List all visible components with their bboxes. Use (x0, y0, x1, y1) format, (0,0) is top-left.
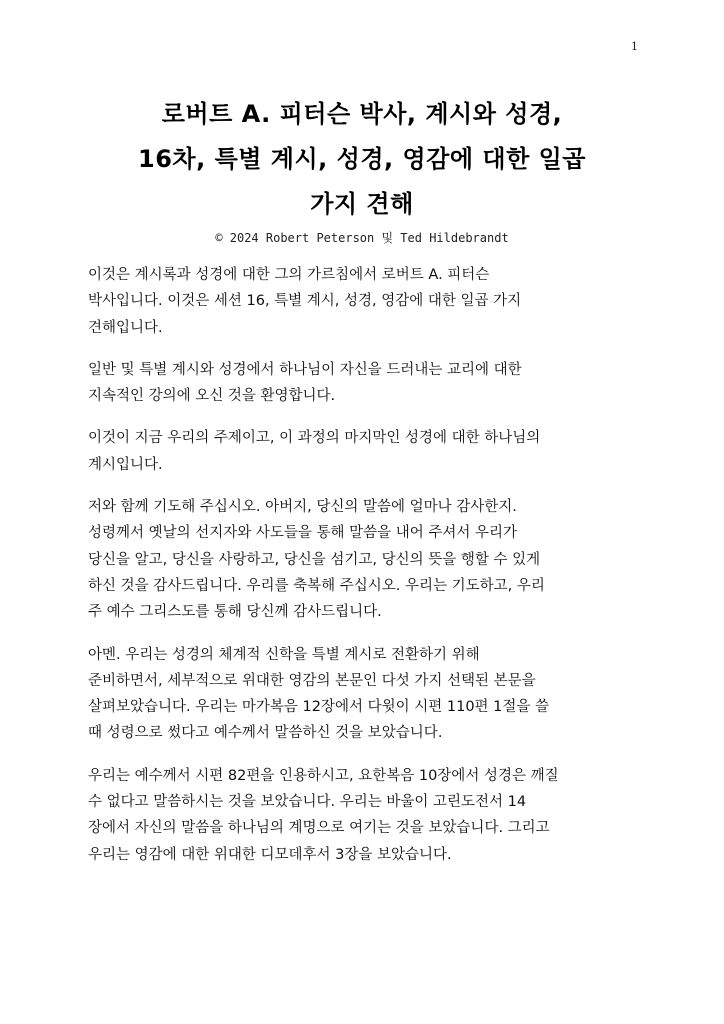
text-line: 하신 것을 감사드립니다. 우리를 축복해 주십시오. 우리는 기도하고, 우리 (88, 577, 545, 594)
page-number: 1 (631, 40, 638, 53)
text-line: 준비하면서, 세부적으로 위대한 영감의 본문인 다섯 가지 선택된 본문을 (88, 672, 536, 689)
paragraph-intro (88, 262, 648, 341)
title-line: 로버트 A. 피터슨 박사, 계시와 성경, (161, 100, 563, 128)
text-line: 당신을 알고, 당신을 사랑하고, 당신을 섬기고, 당신의 뜻을 행할 수 있게 (88, 551, 541, 568)
text-line: 우리는 영감에 대한 위대한 디모데후서 3장을 보았습니다. (88, 846, 452, 863)
text-line: 이것이 지금 우리의 주제이고, 이 과정의 마지막인 성경에 대한 하나님의 (88, 430, 541, 447)
paragraph-prayer (88, 494, 648, 625)
copyright-notice: © 2024 Robert Peterson 및 Ted Hildebrandt (215, 231, 509, 245)
paragraph-welcome (88, 357, 648, 410)
text-line: 지속적인 강의에 오신 것을 환영합니다. (88, 388, 336, 405)
text-line: 계시입니다. (88, 456, 163, 473)
text-line: 아멘. 우리는 성경의 체계적 신학을 특별 계시로 전환하기 위해 (88, 646, 480, 663)
text-line: 일반 및 특별 계시와 성경에서 하나님이 자신을 드러내는 교리에 대한 (88, 361, 522, 378)
text-line: 저와 함께 기도해 주십시오. 아버지, 당신의 말씀에 얼마나 감사한지. (88, 499, 517, 516)
paragraph-topic (88, 425, 648, 478)
text-line: 이것은 계시록과 성경에 대한 그의 가르침에서 로버트 A. 피터슨 (88, 267, 490, 283)
paragraph-review (88, 763, 648, 868)
text-line: 장에서 자신의 말씀을 하나님의 계명으로 여기는 것을 보았습니다. 그리고 (88, 820, 550, 837)
text-line: 주 예수 그리스도를 통해 당신께 감사드립니다. (88, 604, 382, 621)
document-body (88, 262, 648, 884)
text-line: 살펴보았습니다. 우리는 마가복음 12장에서 다윗이 시편 110편 1절을 쓸 (88, 699, 550, 716)
text-line: 견해입니다. (88, 319, 163, 336)
title-line: 가지 견해 (310, 190, 414, 218)
text-line: 박사입니다. 이것은 세션 16, 특별 계시, 성경, 영감에 대한 일곱 가지 (88, 293, 522, 310)
document-title (60, 92, 664, 227)
text-line: 때 성령으로 썼다고 예수께서 말씀하신 것을 보았습니다. (88, 725, 443, 742)
title-line: 16차, 특별 계시, 성경, 영감에 대한 일곱 (138, 145, 586, 173)
text-line: 성령께서 옛날의 선지자와 사도들을 통해 말씀을 내어 주셔서 우리가 (88, 525, 518, 542)
paragraph-amen (88, 642, 648, 747)
text-line: 수 없다고 말씀하시는 것을 보았습니다. 우리는 바울이 고린도전서 14 (88, 794, 527, 811)
text-line: 우리는 예수께서 시편 82편을 인용하시고, 요한복음 10장에서 성경은 깨질 (88, 767, 559, 784)
